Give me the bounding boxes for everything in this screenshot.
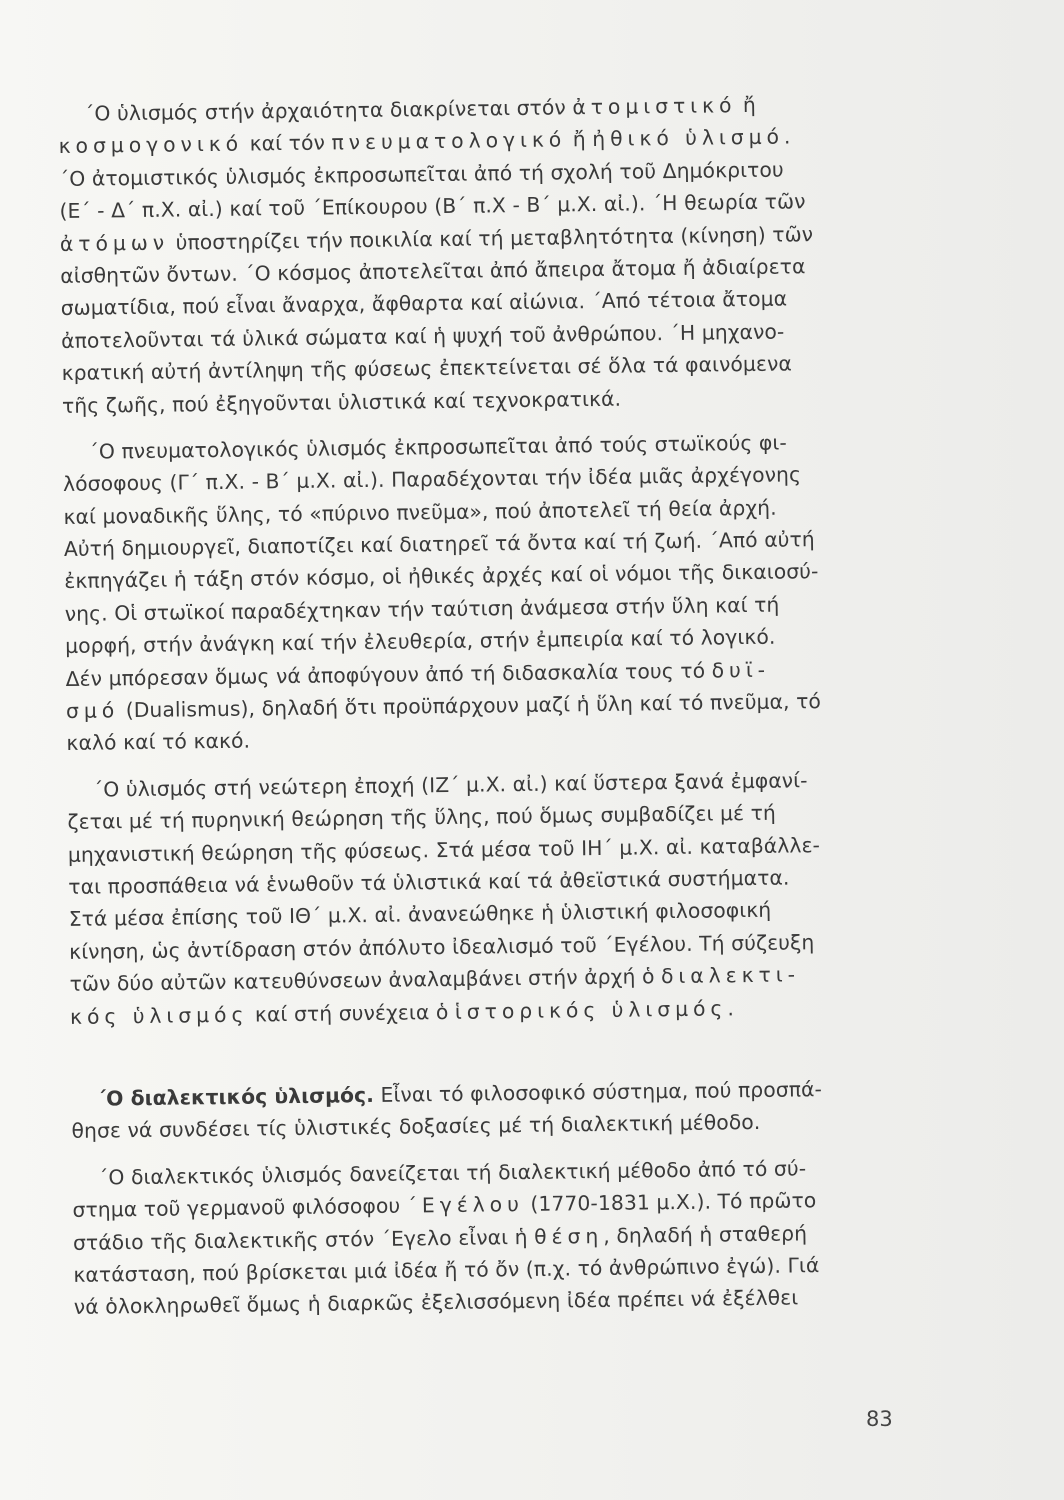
text-line: ΄Ο ὑλισμός στήν ἀρχαιότητα διακρίνεται στόν ἀτομιστικό ἤ [84,92,757,126]
spaced-term: ἀτόμων [59,230,170,256]
text-line: νης. Οἱ στωϊκοί παραδέχτηκαν τήν ταύτιση ἀνάμεσα στήν ὕλη καί τή [64,592,780,626]
text-line: ἐκπηγάζει ἡ τάξη στόν κόσμο, οἱ ἠθικές ἀρχές καί οἱ νόμοι τῆς δικαιοσύ- [64,559,819,594]
text-line: ται προσπάθεια νά ἑνωθοῦν τά ὑλιστικά καί τά ἀθεϊστικά συστήματα. [68,865,790,899]
text-line: ζεται μέ τή πυρηνική θεώρηση τῆς ὕλης, πού ὅμως συμβαδίζει μέ τή [67,800,777,835]
page-number: 83 [866,1407,893,1431]
text-line: ΄Ο πνευματολογικός ὑλισμός ἐκπροσωπεῖται ἀπό τούς στωϊκούς φι- [88,430,787,464]
text-line: σωματίδια, πού εἶναι ἄναρχα, ἄφθαρτα καί αἰώνια. ΄Από τέτοια ἄτομα [60,286,788,321]
text-line: κοσμογονικό καί τόν πνευματολογικό ἤ ἠθικό ὑλισμό. [58,124,796,159]
text-line: Αὐτή δημιουργεῖ, διαποτίζει καί διατηρεῖ τά ὄντα καί τή ζωή. ΄Από αὐτή [63,527,815,562]
text-line: Στά μέσα ἐπίσης τοῦ ΙΘ΄ μ.Χ. αἰ. ἀνανεώθηκε ἡ ὑλιστική φιλοσοφική [68,898,772,932]
spaced-term: θέση [534,1223,604,1249]
text-line: μορφή, στήν ἀνάγκη καί τήν ἐλευθερία, στήν ἐμπειρία καί τό λογικό. [65,624,776,659]
text-line: λόσοφους (Γ΄ π.Χ. - Β΄ μ.Χ. αἰ.). Παραδέχονται τήν ἰδέα μιᾶς ἀρχέγονης [62,462,802,497]
spaced-term: δυϊ- [711,657,771,683]
text-line: νά ὁλοκληρωθεῖ ὅμως ἡ διαρκῶς ἐξελισσόμενη ἰδέα πρέπει νά ἐξέλθει [73,1285,799,1320]
text-line: κρατική αὐτή ἀντίληψη τῆς φύσεως ἐπεκτείνεται σέ ὅλα τά φαινόμενα [61,351,793,386]
text-line: Δέν μπόρεσαν ὅμως νά ἀποφύγουν ἀπό τή διδασκαλία τους τό δυϊ- [65,657,771,691]
text-line: καλό καί τό κακό. [66,728,251,756]
spaced-term: κοσμογονικό [58,131,244,159]
text-line: ΄Ο ὑλισμός στή νεώτερη ἐποχή (ΙΖ΄ μ.Χ. αἰ.) καί ὕστερα ξανά ἐμφανί- [92,768,808,802]
paragraph-4 [71,1072,924,1148]
text-line: ΄Ο διαλεκτικός ὑλισμός. Εἶναι τό φιλοσοφικό σύστημα, πού προσπά- [96,1077,823,1111]
text-line: (Ε΄ - Δ΄ π.Χ. αἰ.) καί τοῦ ΄Επίκουρου (Β΄ π.Χ - Β΄ μ.Χ. αἰ.). ΄Η θεωρία τῶν [59,189,806,224]
paragraph-1 [58,87,914,422]
text-line: ΄Ο διαλεκτικός ὑλισμός δανείζεται τή διαλεκτική μέθοδο ἀπό τό σύ- [97,1156,807,1190]
body-text [58,87,926,1324]
text-line: ἀτόμων ὑποστηρίζει τήν ποικιλία καί τή μεταβλητότητα (κίνηση) τῶν [59,221,814,256]
spaced-term: ΄Εγέλου [406,1192,525,1218]
text-line: ἀποτελοῦνται τά ὑλικά σώματα καί ἡ ψυχή τοῦ ἀνθρώπου. ΄Η μηχανο- [61,319,785,353]
spaced-term: σμό [65,698,120,723]
section-heading: ΄Ο διαλεκτικός ὑλισμός. [96,1082,375,1111]
text-line: στάδιο τῆς διαλεκτικῆς στόν ΄Εγελο εἶναι ἡ θέση, δηλαδή ἡ σταθερή [72,1220,808,1255]
paragraph-5 [72,1150,926,1323]
text-line: τῶν δύο αὐτῶν κατευθύνσεων ἀναλαμβάνει στήν ἀρχή ὁ διαλεκτι- [69,962,801,997]
text-line: τῆς ζωῆς, πού ἐξηγοῦνται ὑλιστικά καί τεχνοκρατικά. [61,386,622,418]
spaced-term: ἀτομιστικό [572,93,737,120]
text-line: στημα τοῦ γερμανοῦ φιλόσοφου ΄Εγέλου (1770-1831 μ.Χ.). Τό πρῶτο [72,1188,817,1223]
paragraph-3 [67,763,922,1033]
text-line: θησε νά συνδέσει τίς ὑλιστικές δοξασίες μέ τή διαλεκτική μέθοδο. [71,1110,761,1144]
spaced-term: διαλεκτι- [660,962,801,989]
text-line: αἰσθητῶν ὄντων. ΄Ο κόσμος ἀποτελεῖται ἀπό ἄπειρα ἄτομα ἤ ἀδιαίρετα [60,254,806,288]
text-line: καί μοναδικῆς ὕλης, τό «πύρινο πνεῦμα», πού ἀποτελεῖ τή θεία ἀρχή. [63,495,777,529]
spaced-term: ἠθικό ὑλισμό. [592,124,796,152]
spaced-term: πνευματολογικό [331,127,567,155]
text-line: σμό (Dualismus), δηλαδή ὅτι προϋπάρχουν μαζί ἡ ὕλη καί τό πνεῦμα, τό [65,689,822,723]
text-line: κός ὑλισμός καί στή συνέχεια ὁ ἱστορικός ὑλισμός. [69,995,739,1029]
spaced-term: ἱστορικός ὑλισμός. [454,995,739,1024]
text-line: κίνηση, ὡς ἀντίδραση στόν ἀπόλυτο ἰδεαλισμό τοῦ ΄Εγέλου. Τή σύζευξη [69,929,815,964]
text-line: μηχανιστική θεώρηση τῆς φύσεως. Στά μέσα τοῦ ΙΗ΄ μ.Χ. αἰ. καταβάλλε- [67,832,821,867]
paragraph-2 [62,425,918,760]
text-line: ΄Ο ἀτομιστικός ὑλισμός ἐκπροσωπεῖται ἀπό τή σχολή τοῦ Δημόκριτου [58,157,784,191]
spaced-term: κός ὑλισμός [69,1002,249,1029]
text-line: κατάσταση, πού βρίσκεται μιά ἰδέα ἤ τό ὄν (π.χ. τό ἀνθρώπινο ἐγώ). Γιά [73,1253,820,1287]
